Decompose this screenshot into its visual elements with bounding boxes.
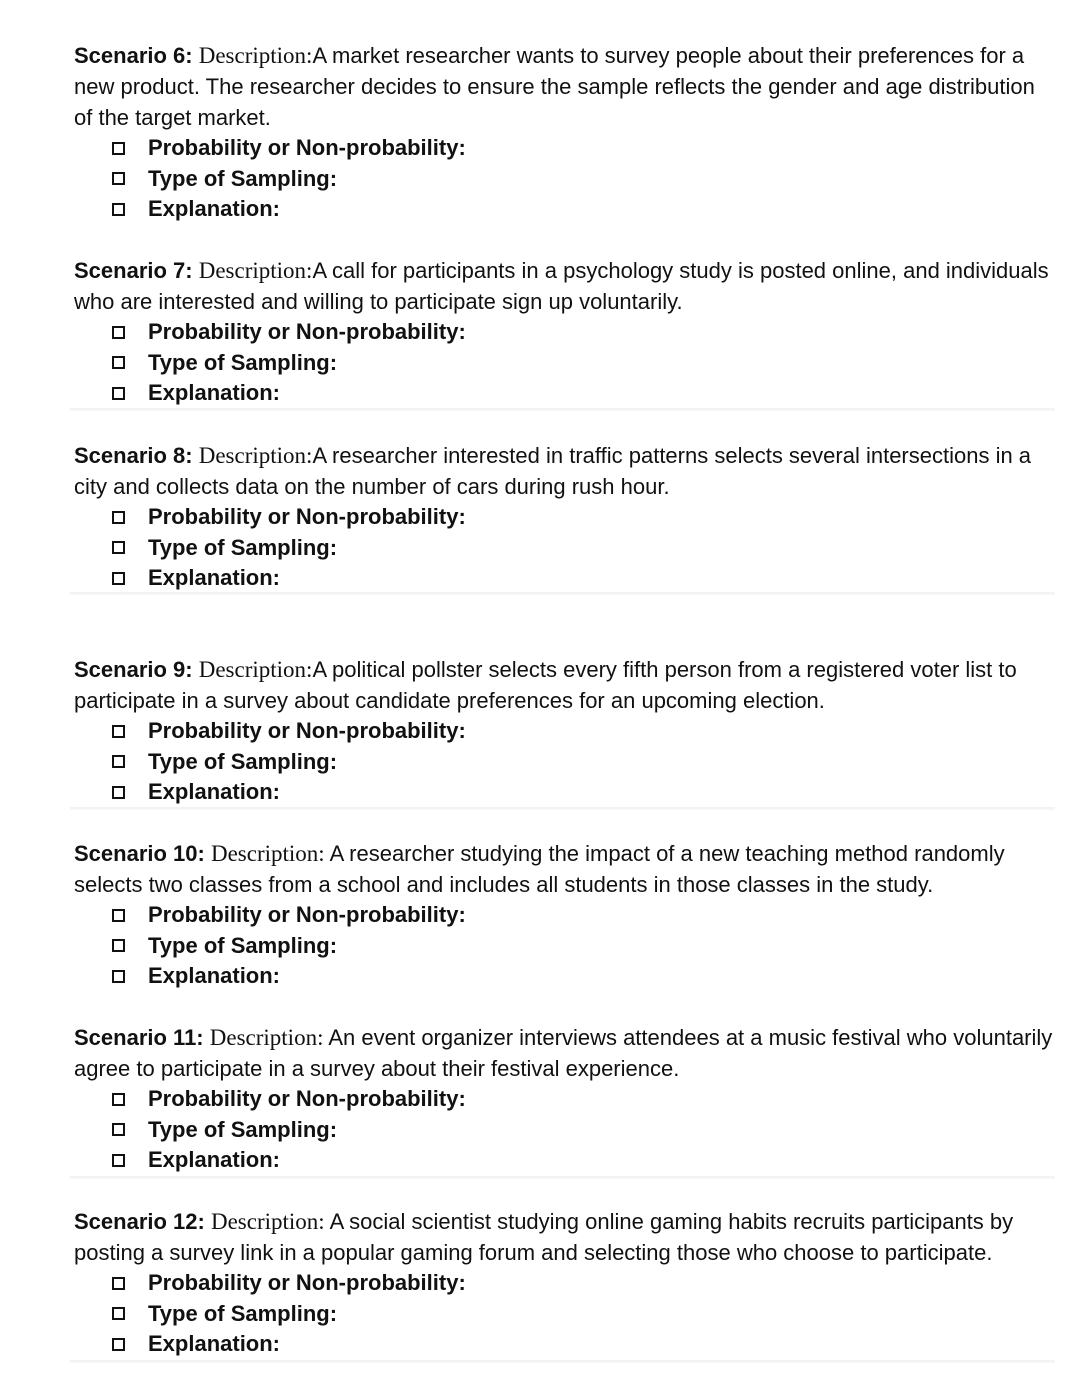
description-label: Description: [198,657,313,682]
checkbox[interactable] [112,1338,125,1351]
scenario-text: A call for participants in a psychology study is posted online, and individuals who are interested and willing to participate sign up voluntarily. [74,258,1049,314]
answer-label: Explanation: [148,565,281,591]
scenario-description [74,654,1059,716]
scenario-8 [74,440,1059,594]
checkbox[interactable] [112,909,125,922]
answer-label: Type of Sampling: [148,932,338,958]
checkbox[interactable] [112,1154,125,1167]
checkbox[interactable] [112,356,125,369]
answer-item-type [74,1115,1059,1146]
description-label: Description: [210,1209,325,1234]
scenario-10 [74,838,1059,992]
answer-label: Type of Sampling: [148,748,338,774]
answer-label: Probability or Non-probability: [148,718,466,744]
checkbox[interactable] [112,203,125,216]
checkbox[interactable] [112,172,125,185]
answer-item-type [74,931,1059,962]
scenario-label: Scenario 10: [74,841,205,866]
answer-item-explanation [74,777,1059,808]
checkbox[interactable] [112,755,125,768]
answer-item-probability [74,133,1059,164]
answer-label: Explanation: [148,779,281,805]
section-divider [70,807,1055,810]
answer-list [74,1084,1059,1176]
scenario-7 [74,255,1059,409]
checkbox[interactable] [112,1277,125,1290]
answer-item-probability [74,502,1059,533]
checkbox[interactable] [112,572,125,585]
scenario-text: A market researcher wants to survey people about their preferences for a new product. The researcher decides to ensure the sample reflects the gender and age distribution of the target market. [74,43,1035,130]
answer-item-probability [74,716,1059,747]
scenario-description [74,440,1059,502]
scenario-text: A researcher studying the impact of a new teaching method randomly selects two classes from a school and includes all students in those classes in the study. [74,841,1005,897]
answer-label: Type of Sampling: [148,1300,338,1326]
scenario-label: Scenario 8: [74,443,193,468]
answer-label: Explanation: [148,1331,281,1357]
scenario-description [74,838,1059,900]
answer-label: Probability or Non-probability: [148,1086,466,1112]
scenario-label: Scenario 7: [74,258,193,283]
checkbox[interactable] [112,725,125,738]
answer-item-type [74,533,1059,564]
answer-item-explanation [74,563,1059,594]
section-divider [70,1360,1055,1363]
scenario-description [74,1206,1059,1268]
answer-label: Type of Sampling: [148,534,338,560]
description-label: Description: [209,1025,324,1050]
checkbox[interactable] [112,939,125,952]
answer-label: Explanation: [148,1147,281,1173]
answer-item-explanation [74,1145,1059,1176]
scenario-description [74,40,1059,133]
answer-list [74,317,1059,409]
checkbox[interactable] [112,1093,125,1106]
scenario-text: A researcher interested in traffic patterns selects several intersections in a city and collects data on the number of cars during rush hour. [74,443,1032,499]
answer-item-type [74,747,1059,778]
answer-item-probability [74,1084,1059,1115]
scenario-description [74,255,1059,317]
answer-label: Type of Sampling: [148,1116,338,1142]
answer-item-type [74,348,1059,379]
answer-item-explanation [74,961,1059,992]
answer-label: Probability or Non-probability: [148,504,466,530]
answer-label: Probability or Non-probability: [148,319,466,345]
scenario-12 [74,1206,1059,1360]
checkbox[interactable] [112,1307,125,1320]
section-divider [70,408,1055,411]
scenario-11 [74,1022,1059,1176]
description-label: Description: [198,43,313,68]
checkbox[interactable] [112,142,125,155]
section-divider [70,1176,1055,1179]
checkbox[interactable] [112,1123,125,1136]
answer-list [74,900,1059,992]
answer-item-type [74,1299,1059,1330]
checkbox[interactable] [112,326,125,339]
answer-item-type [74,164,1059,195]
checkbox[interactable] [112,541,125,554]
answer-item-explanation [74,194,1059,225]
scenario-text: A social scientist studying online gaming habits recruits participants by posting a survey link in a popular gaming forum and selecting those who choose to participate. [74,1209,1014,1265]
scenario-label: Scenario 9: [74,657,193,682]
description-label: Description: [198,443,313,468]
answer-item-explanation [74,378,1059,409]
description-label: Description: [198,258,313,283]
answer-label: Probability or Non-probability: [148,902,466,928]
answer-label: Type of Sampling: [148,349,338,375]
answer-label: Explanation: [148,380,281,406]
section-divider [70,592,1055,595]
answer-label: Probability or Non-probability: [148,135,466,161]
scenario-text: An event organizer interviews attendees at a music festival who voluntarily agree to participate in a survey about their festival experience. [74,1025,1053,1081]
scenario-description [74,1022,1059,1084]
answer-item-explanation [74,1329,1059,1360]
answer-list [74,133,1059,225]
scenario-label: Scenario 11: [74,1025,204,1050]
scenario-text: A political pollster selects every fifth person from a registered voter list to participate in a survey about candidate preferences for an upcoming election. [74,657,1017,713]
answer-item-probability [74,900,1059,931]
answer-list [74,502,1059,594]
scenario-label: Scenario 6: [74,43,193,68]
scenario-9 [74,654,1059,808]
description-label: Description: [210,841,325,866]
answer-item-probability [74,1268,1059,1299]
answer-list [74,716,1059,808]
answer-item-probability [74,317,1059,348]
answer-label: Explanation: [148,196,281,222]
checkbox[interactable] [112,786,125,799]
scenario-6 [74,40,1059,225]
answer-list [74,1268,1059,1360]
checkbox[interactable] [112,511,125,524]
answer-label: Probability or Non-probability: [148,1270,466,1296]
checkbox[interactable] [112,970,125,983]
answer-label: Type of Sampling: [148,165,338,191]
scenario-label: Scenario 12: [74,1209,205,1234]
checkbox[interactable] [112,387,125,400]
answer-label: Explanation: [148,963,281,989]
